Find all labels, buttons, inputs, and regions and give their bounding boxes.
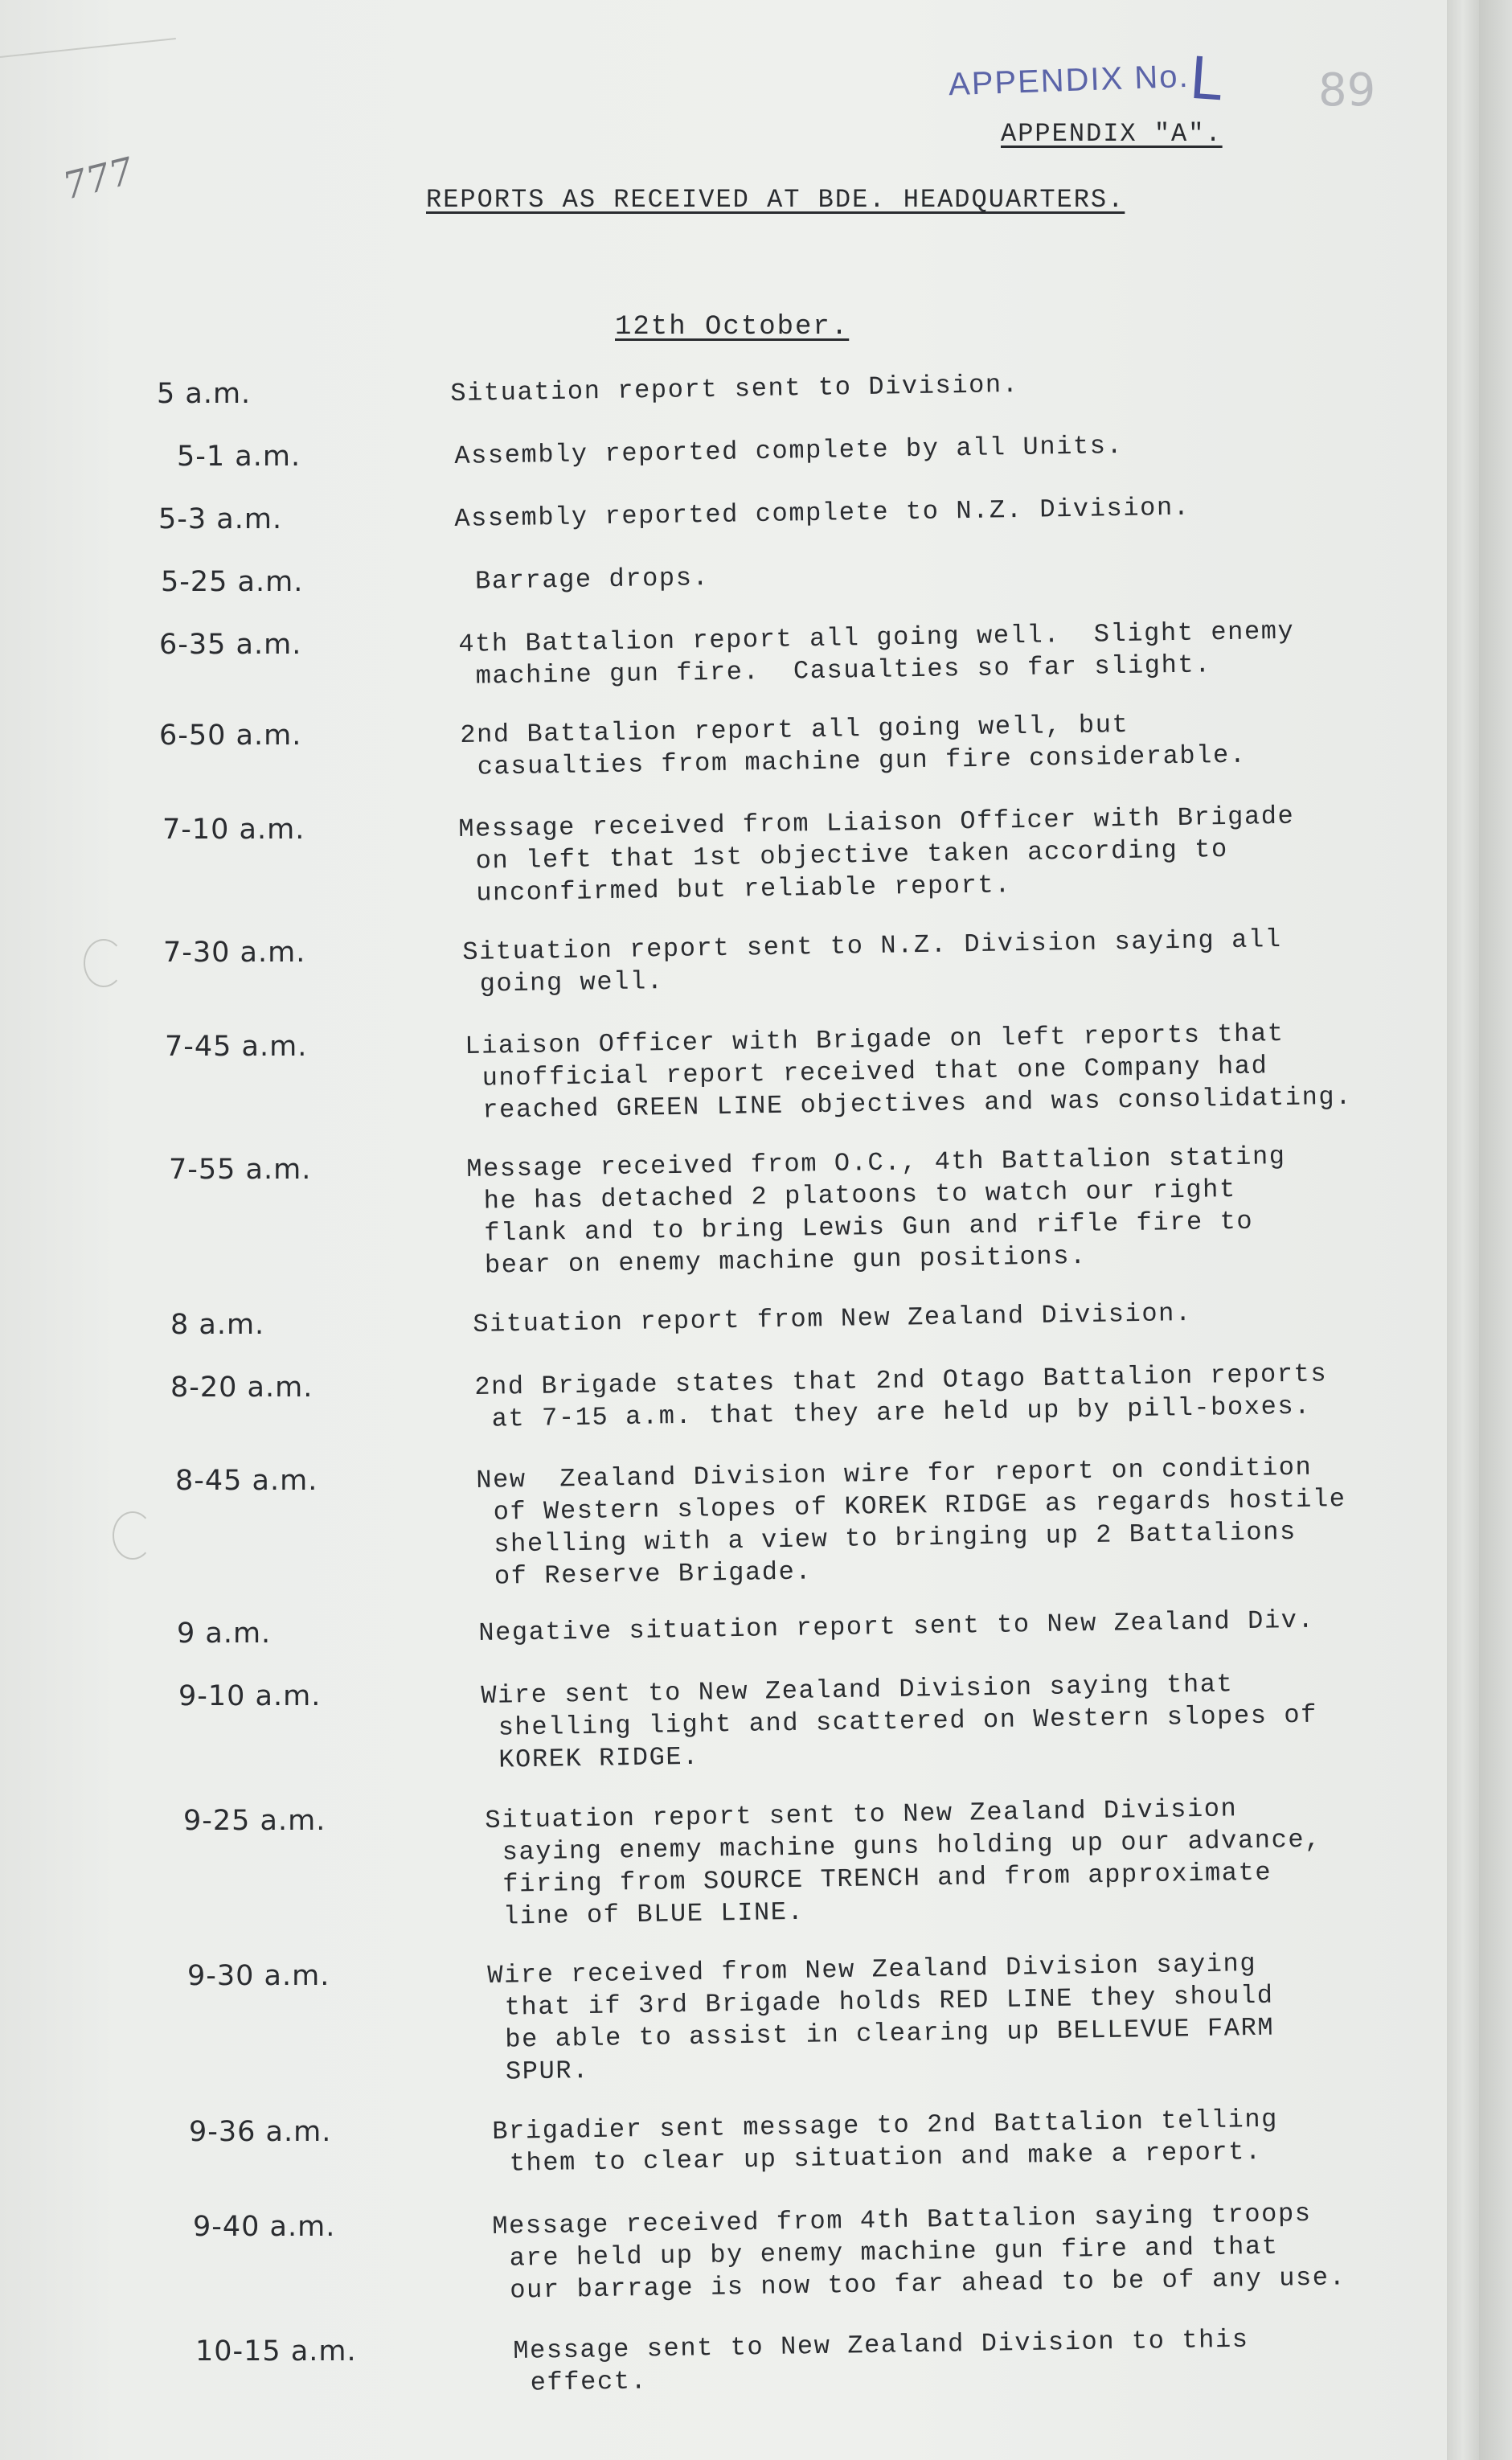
entry-text: Assembly reported complete to N.Z. Division. xyxy=(454,492,1190,534)
entry-text: Barrage drops. xyxy=(458,563,710,597)
entry-time: 5-3 a.m. xyxy=(158,503,283,535)
entry-time: 9 a.m. xyxy=(177,1617,272,1650)
punch-hole-top xyxy=(84,939,124,987)
entry-time: 5-1 a.m. xyxy=(177,441,301,473)
underlying-page-edge-2 xyxy=(1479,0,1512,2460)
entry-text: 2nd Brigade states that 2nd Otago Battalion reports at 7-15 a.m. that they are held up by pill-boxes. xyxy=(474,1359,1328,1434)
entry-text: Situation report sent to N.Z. Division saying all going well. xyxy=(462,924,1282,999)
entry-text: Assembly reported complete by all Units. xyxy=(454,430,1124,471)
entry-time: 5 a.m. xyxy=(157,378,252,410)
entry-time: 9-36 a.m. xyxy=(189,2116,332,2148)
appendix-label: APPENDIX "A". xyxy=(1001,119,1223,149)
entry-time: 7-45 a.m. xyxy=(165,1031,308,1063)
entry-time: 8 a.m. xyxy=(170,1309,265,1341)
date-heading: 12th October. xyxy=(615,312,850,342)
entry-text: Message received from O.C., 4th Battalion stating he has detached 2 platoons to watch our right flank and to bring Lewis Gun and rifle fire to bear on enemy machine gun positions. xyxy=(466,1141,1286,1281)
entry-text: Message received from 4th Battalion saying troops are held up by enemy machine gun fire and that our barrage is now too far ahead to be of any use. xyxy=(492,2198,1346,2306)
entry-time: 6-35 a.m. xyxy=(159,629,302,661)
appendix-stamp-label: APPENDIX No. xyxy=(948,58,1190,103)
page-title: REPORTS AS RECEIVED AT BDE. HEADQUARTERS. xyxy=(426,185,1125,215)
entry-text: Wire received from New Zealand Division saying that if 3rd Brigade holds RED LINE they should be able to assist in clearing up BELLEVUE FARM SPUR. xyxy=(487,1948,1275,2087)
entry-time: 7-10 a.m. xyxy=(162,814,305,846)
appendix-stamp-handwritten-value: L xyxy=(1187,43,1225,114)
entry-text: Message sent to New Zealand Division to this effect. xyxy=(513,2324,1249,2398)
entry-time: 9-25 a.m. xyxy=(183,1805,326,1837)
entry-time: 5-25 a.m. xyxy=(161,566,304,598)
entry-time: 9-40 a.m. xyxy=(193,2211,336,2243)
entry-time: 8-20 a.m. xyxy=(170,1371,313,1404)
entry-text: Negative situation report sent to New Zealand Div. xyxy=(478,1605,1315,1648)
entry-time: 9-30 a.m. xyxy=(187,1960,330,1992)
entry-text: Situation report from New Zealand Division. xyxy=(473,1298,1193,1339)
underlying-page-edge xyxy=(1447,0,1479,2460)
punch-hole-bottom xyxy=(113,1511,153,1560)
entry-text: Situation report sent to New Zealand Division saying enemy machine guns holding up our advance, firing from SOURCE TRENCH and from approximate line of BLUE LINE. xyxy=(485,1794,1322,1932)
entry-text: Brigadier sent message to 2nd Battalion telling them to clear up situation and make a report. xyxy=(492,2104,1279,2179)
entry-time: 6-50 a.m. xyxy=(159,720,302,752)
folio-number: 89 xyxy=(1318,64,1376,117)
entry-text: 4th Battalion report all going well. Slight enemy machine gun fire. Casualties so far slight. xyxy=(458,616,1295,691)
entry-time: 7-30 a.m. xyxy=(163,937,306,969)
entry-text: Message received from Liaison Officer with Brigade on left that 1st objective taken according to unconfirmed but reliable report. xyxy=(458,801,1295,908)
entry-time: 8-45 a.m. xyxy=(175,1465,318,1497)
entry-text: 2nd Battalion report all going well, but casualties from machine gun fire considerable. xyxy=(460,709,1247,782)
entry-text: New Zealand Division wire for report on condition of Western slopes of KOREK RIDGE as regards hostile shelling with a view to bringing up 2 Battalions of Reserve Brigade. xyxy=(476,1452,1346,1592)
entry-text: Liaison Officer with Brigade on left reports that unofficial report received that one Company had reached GREEN LINE objectives and was consolidating. xyxy=(465,1018,1353,1125)
entry-time: 9-10 a.m. xyxy=(178,1680,322,1712)
entry-text: Wire sent to New Zealand Division saying that shelling light and scattered on Western slopes of KOREK RIDGE. xyxy=(481,1669,1318,1775)
entry-time: 10-15 a.m. xyxy=(195,2335,357,2368)
entry-text: Situation report sent to Division. xyxy=(450,369,1019,408)
entry-time: 7-55 a.m. xyxy=(169,1154,312,1186)
margin-pencil-note: 777 xyxy=(58,149,138,208)
